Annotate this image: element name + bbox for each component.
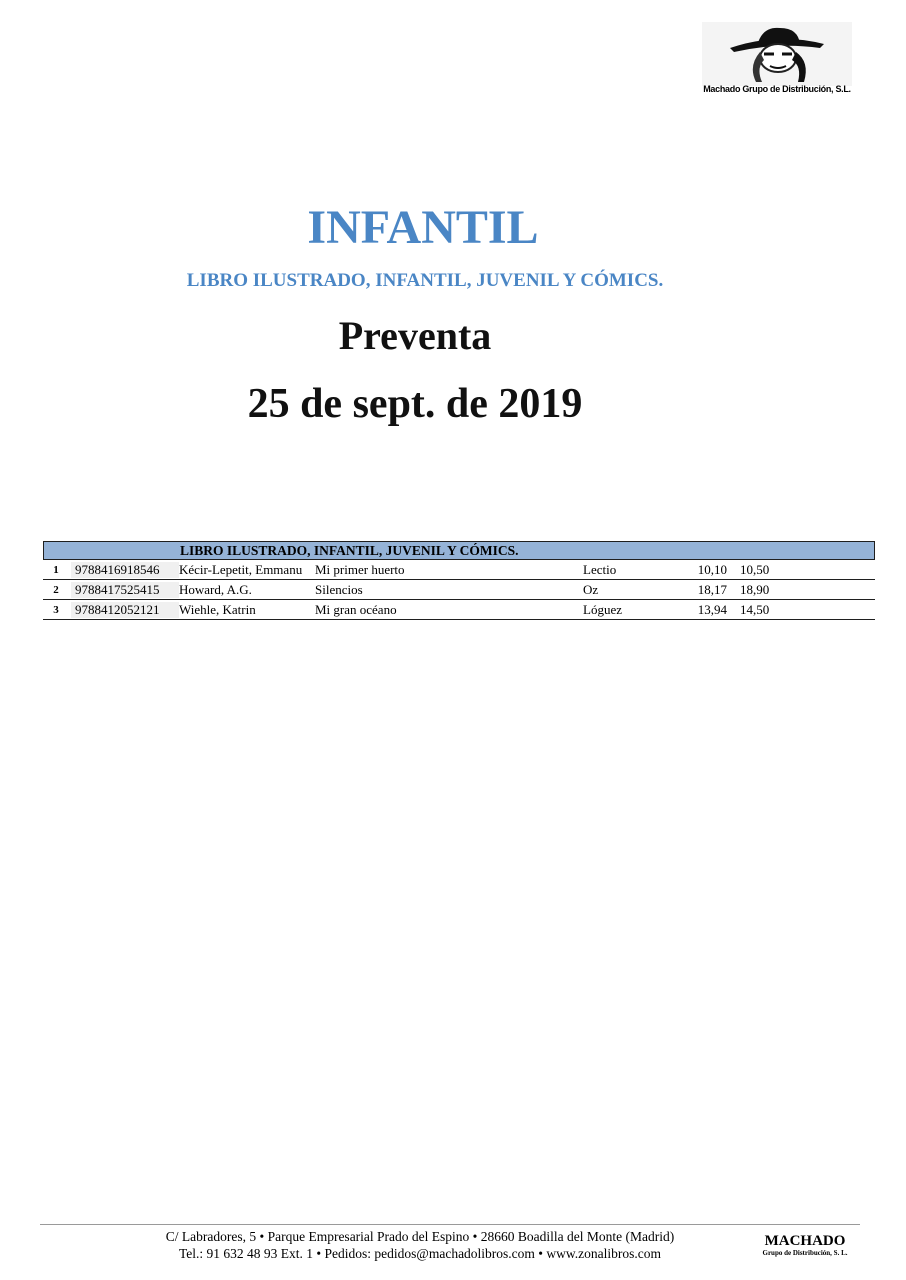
row-number: 3 <box>53 604 59 616</box>
section-header-label: LIBRO ILUSTRADO, INFANTIL, JUVENIL Y CÓMICS. <box>180 543 519 558</box>
row-title: Mi gran océano <box>315 602 397 617</box>
row-price-net: 18,17 <box>697 582 727 597</box>
presale-label: Preventa <box>338 313 492 358</box>
row-publisher: Lectio <box>583 562 617 577</box>
footer-address: C/ Labradores, 5 • Parque Empresarial Prado del Espino • 28660 Boadilla del Monte (Madrid) <box>165 1229 675 1244</box>
row-number: 2 <box>53 584 59 596</box>
row-author: Kécir-Lepetit, Emmanu <box>179 562 303 577</box>
row-price-retail: 18,90 <box>740 582 770 597</box>
footer-brand-sub: Grupo de Distribución, S. L. <box>762 1249 848 1257</box>
row-author: Wiehle, Katrin <box>179 602 256 617</box>
row-publisher: Lóguez <box>583 602 622 617</box>
catalog-table <box>43 541 875 620</box>
hat-portrait-icon <box>702 22 852 86</box>
row-author: Howard, A.G. <box>179 582 252 597</box>
table-row <box>43 580 875 600</box>
company-logo <box>702 22 852 102</box>
row-price-retail: 14,50 <box>740 602 770 617</box>
row-number: 1 <box>53 564 59 576</box>
logo-caption: Machado Grupo de Distribución, S.L. <box>703 84 851 94</box>
row-price-net: 13,94 <box>697 602 727 617</box>
presale-date: 25 de sept. de 2019 <box>247 381 583 427</box>
footer-divider <box>40 1224 860 1225</box>
row-isbn: 9788416918546 <box>71 562 179 578</box>
row-title: Silencios <box>315 582 363 597</box>
row-price-retail: 10,50 <box>740 562 770 577</box>
row-isbn: 9788417525415 <box>71 582 179 598</box>
table-row <box>43 560 875 580</box>
table-row <box>43 600 875 620</box>
footer-brand-name: MACHADO <box>764 1233 846 1249</box>
category-title: INFANTIL <box>307 201 539 254</box>
row-title: Mi primer huerto <box>315 562 405 577</box>
row-price-net: 10,10 <box>697 562 727 577</box>
category-subtitle: LIBRO ILUSTRADO, INFANTIL, JUVENIL Y CÓMICS. <box>186 270 664 291</box>
row-publisher: Oz <box>583 582 599 597</box>
row-isbn: 9788412052121 <box>71 602 179 618</box>
footer-brand <box>750 1233 860 1257</box>
footer-contact: Tel.: 91 632 48 93 Ext. 1 • Pedidos: pedidos@machadolibros.com • www.zonalibros.com <box>179 1246 661 1261</box>
section-header <box>43 541 875 560</box>
